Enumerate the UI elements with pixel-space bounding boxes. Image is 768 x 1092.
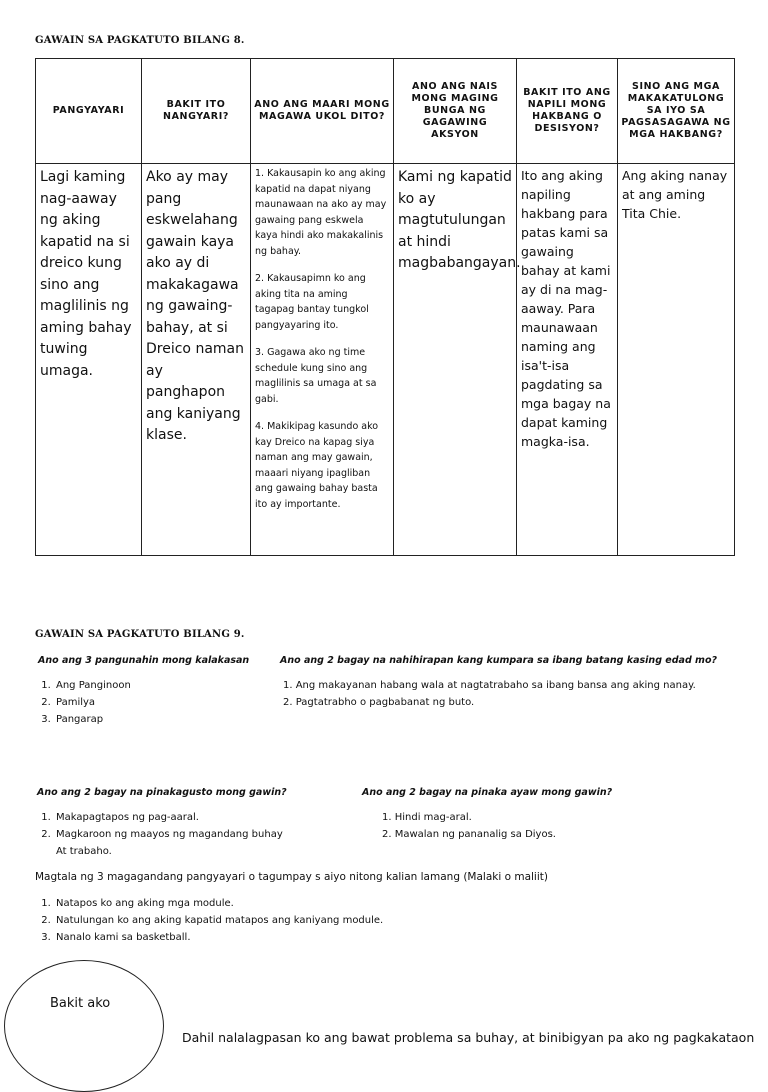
cell-makakatulong: Ang aking nanay at ang aming Tita Chie. [618, 164, 735, 556]
header-bunga: ANO ANG NAIS MONG MAGING BUNGA NG GAGAWING AKSYON [394, 59, 517, 164]
list-item: 3. Nanalo kami sa basketball. [54, 929, 383, 946]
magagawa-item: 2. Kakausapimn ko ang aking tita na aming tagapag bantay tungkol pangyayaring ito. [255, 273, 369, 331]
list-item: 1. Natapos ko ang aking mga module. [54, 895, 383, 912]
activity9-title: GAWAIN SA PAGKATUTO BILANG 9. [35, 629, 245, 640]
answer-text: Dahil nalalagpasan ko ang bawat problema sa buhay, at binibigyan pa ako ng pagkakataon [182, 1030, 755, 1045]
list-item: 2. Mawalan ng pananalig sa Diyos. [382, 829, 556, 840]
cell-bakit: Ako ay may pang eskwelahang gawain kaya ako ay di makakagawa ng gawaing-bahay, at si Dreico naman ay panghapon ang kaniyang klase. [142, 164, 251, 556]
cell-bunga: Kami ng kapatid ko ay magtutulungan at hindi magbabangayan. [394, 164, 517, 556]
strengths-list [24, 677, 131, 728]
question-strengths: Ano ang 3 pangunahin mong kalakasan [38, 655, 250, 666]
cell-pangyayari: Lagi kaming nag-aaway ng aking kapatid na si dreico kung sino ang maglilinis ng aming bahay tuwing umaga. [36, 164, 142, 556]
magagawa-item: 1. Kakausapin ko ang aking kapatid na dapat niyang maunawaan na ako ay may gawaing pang eskwela kaya hindi ako makakalinis ng bahay. [255, 168, 387, 257]
list-item: 1. Makapagtapos ng pag-aaral. [54, 809, 283, 826]
activity8-title: GAWAIN SA PAGKATUTO BILANG 8. [35, 35, 245, 46]
list-item: 2. Pamilya [54, 694, 131, 711]
dislikes-list [382, 809, 556, 843]
list-item: 1. Ang makayanan habang wala at nagtatrabaho sa ibang bansa ang aking nanay. [283, 680, 696, 691]
header-napili: BAKIT ITO ANG NAPILI MONG HAKBANG O DESISYON? [517, 59, 618, 164]
achievements-list [24, 895, 383, 946]
list-item: 2. Pagtatrabho o pagbabanat ng buto. [283, 697, 475, 708]
list-item-text: Magkaroon ng maayos ng magandang buhay [56, 829, 283, 840]
list-item: 3. Pangarap [54, 711, 131, 728]
header-makakatulong: SINO ANG MGA MAKAKATULONG SA IYO SA PAGSASAGAWA NG MGA HAKBANG? [618, 59, 735, 164]
header-magagawa: ANO ANG MAARI MONG MAGAWA UKOL DITO? [251, 59, 394, 164]
table-header-row [36, 59, 735, 164]
cell-magagawa [251, 164, 394, 556]
magagawa-item: 3. Gagawa ako ng time schedule kung sino ang maglilinis sa umaga at sa gabi. [255, 347, 377, 405]
magagawa-item: 4. Makikipag kasundo ako kay Dreico na kapag siya naman ang may gawain, maaari niyang ipagliban ang gawaing bahay basta ito ay importante. [255, 421, 379, 510]
question-achievements: Magtala ng 3 magagandang pangyayari o tagumpay s aiyo nitong kalian lamang (Malaki o maliit) [35, 871, 548, 883]
list-item: 2. Natulungan ko ang aking kapatid matapos ang kaniyang module. [54, 912, 383, 929]
cell-napili: Ito ang aking napiling hakbang para patas kami sa gawaing bahay at kami ay di na mag-aaway. Para maunawaan naming ang isa't-isa pagdating sa mga bagay na dapat kaming magka-isa. [517, 164, 618, 556]
table-row [36, 164, 735, 556]
header-bakit: BAKIT ITO NANGYARI? [142, 59, 251, 164]
list-item-continuation: At trabaho. [56, 846, 112, 857]
list-item: 1. Ang Panginoon [54, 677, 131, 694]
likes-list [24, 809, 283, 860]
list-item: 1. Hindi mag-aral. [382, 812, 472, 823]
circle-shape [4, 960, 164, 1092]
question-likes: Ano ang 2 bagay na pinakagusto mong gawin? [37, 787, 287, 798]
difficulties-list [283, 677, 696, 711]
list-item [54, 826, 283, 860]
question-dislikes: Ano ang 2 bagay na pinaka ayaw mong gawin? [362, 787, 613, 798]
circle-label: Bakit ako [50, 996, 111, 1011]
activity8-table [35, 58, 735, 556]
header-pangyayari: PANGYAYARI [36, 59, 142, 164]
question-difficulties: Ano ang 2 bagay na nahihirapan kang kumpara sa ibang batang kasing edad mo? [280, 655, 717, 666]
